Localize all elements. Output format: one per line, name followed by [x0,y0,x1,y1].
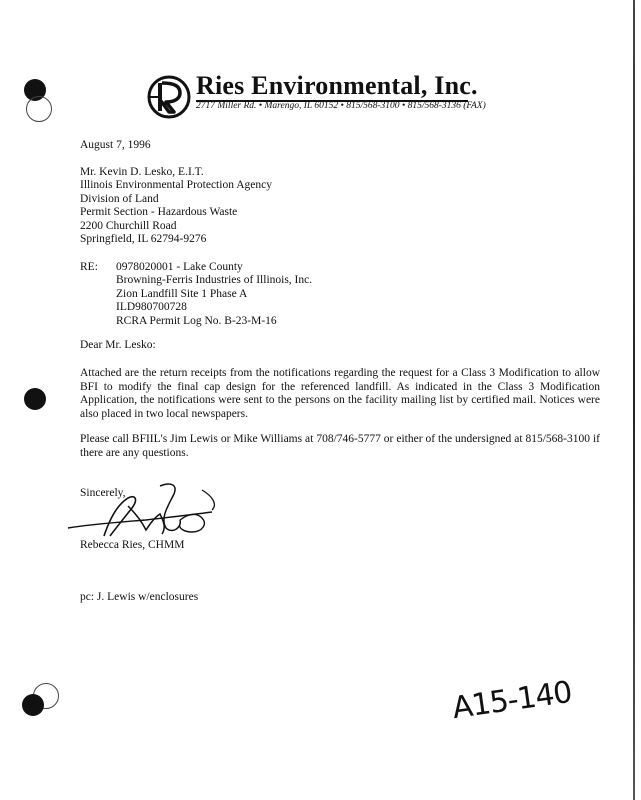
signer-name: Rebecca Ries, CHMM [80,539,185,551]
re-line: Zion Landfill Site 1 Phase A [116,287,248,300]
recipient-line: Permit Section - Hazardous Waste [80,206,238,219]
re-line: 0978020001 - Lake County [116,261,243,273]
page-edge-shadow [633,0,635,800]
recipient-line: Illinois Environmental Protection Agency [80,179,272,192]
recipient-line: Division of Land [80,192,159,205]
handwritten-note: A15-140 [450,674,574,727]
re-line: Browning-Ferris Industries of Illinois, Inc. [116,274,313,287]
punch-hole-ring [26,96,52,122]
salutation: Dear Mr. Lesko: [80,339,156,351]
punch-hole [22,694,44,716]
closing: Sincerely, [80,487,126,499]
body-paragraph: Please call BFIIL's Jim Lewis or Mike Williams at 708/746-5777 or either of the undersigned at 815/568-3100 if there are any questions. [80,433,600,459]
re-subject [116,261,312,328]
punch-hole [24,388,46,410]
letter-date: August 7, 1996 [80,139,151,151]
recipient-address [80,166,272,246]
recipient-line: Springfield, IL 62794-9276 [80,233,207,246]
recipient-line: 2200 Churchill Road [80,219,177,232]
company-name: Ries Environmental, Inc. [196,71,478,100]
re-line: ILD980700728 [116,301,187,314]
recipient-line: Mr. Kevin D. Lesko, E.I.T. [80,166,204,178]
body-paragraph: Attached are the return receipts from the notifications regarding the request for a Class 3 Modification to allow BFI to modify the final cap design for the referenced landfill. As indicated in the Class 3 Modification Application, the notifications were sent to the persons on the facility mailing list by certified mail. Notices were also placed in two local newspapers. [80,367,600,420]
re-line: RCRA Permit Log No. B-23-M-16 [116,314,277,327]
re-label: RE: [80,261,98,273]
company-address: 2717 Miller Rd. • Marengo, IL 60152 • 815/568-3100 • 815/568-3136 (FAX) [196,101,486,111]
cc-line: pc: J. Lewis w/enclosures [80,591,199,603]
ries-r-logo-icon [146,74,192,120]
